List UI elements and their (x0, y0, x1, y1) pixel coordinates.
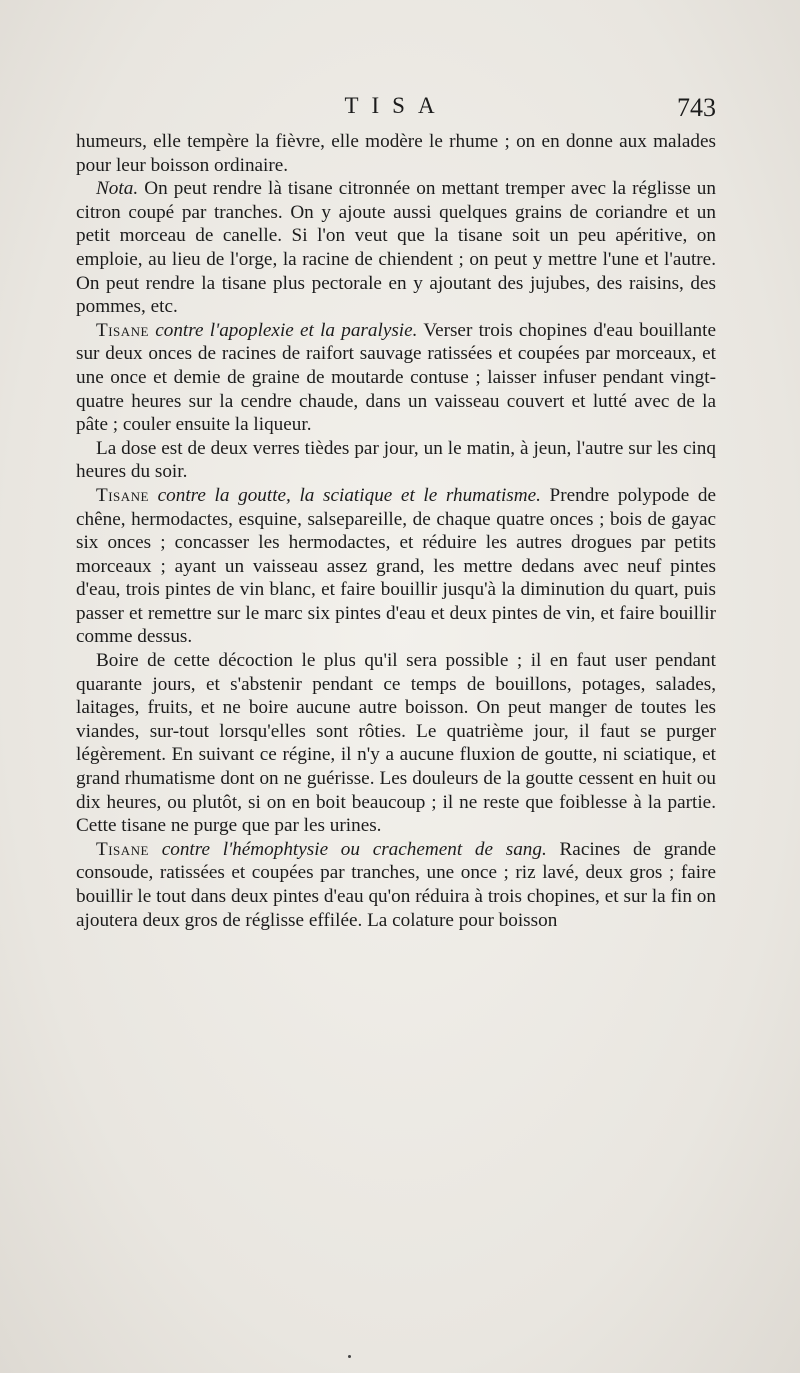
paragraph-text: Prendre polypode de chêne, hermodactes, esquine, salsepareille, de chaque quatre onces ; bois de gayac six onces ; concasser les hermodactes, et réduire les autres drogues par petits morceaux ; ayant un vaisseau assez grand, les mettre dedans avec neuf pintes d'eau, trois pintes de vin blanc, et faire bouillir jusqu'à la diminution du quart, puis passer et remettre sur le marc six pintes d'eau et deux pintes de vin, et faire bouillir comme dessus. (76, 484, 716, 648)
paragraph-goutte (76, 484, 716, 649)
running-head: TISA (344, 93, 448, 118)
entry-head: Tisane (96, 838, 149, 860)
entry-title: contre l'apoplexie et la paralysie. (149, 319, 418, 341)
paragraph-text: On peut rendre là tisane citronnée on mettant tremper avec la réglisse un citron coupé par tranches. On y ajoute aussi quelques grains de coriandre et un petit morceau de canelle. Si l'on veut que la tisane soit un peu apéritive, on emploie, au lieu de l'orge, la racine de chiendent ; on peut y mettre l'une et l'autre. On peut rendre la tisane plus pectorale en y ajoutant des jujubes, des raisins, des pommes, etc. (76, 178, 716, 318)
entry-head: Tisane (96, 319, 149, 341)
entry-head: Tisane (96, 484, 149, 506)
paragraph-apoplexie (76, 319, 716, 437)
paragraph-text: Boire de cette décoction le plus qu'il sera possible ; il en faut user pendant quarante jours, et s'abstenir pendant ce temps de bouillons, potages, salades, laitages, fruits, et ne boire aucune autre boisson. On peut manger de toutes les viandes, sur-tout lorsqu'elles sont rôties. Le quatrième jour, il faut se purger légèrement. En suivant ce régine, il n'y a aucune fluxion de goutte, ni sciatique, et grand rhumatisme dont on ne guérisse. Les douleurs de la goutte cessent en huit ou dix heures, ou plutôt, si on en boit beaucoup ; il ne reste que foiblesse à la partie. Cette tisane ne purge que par les urines. (76, 650, 716, 837)
paragraph-hemophtysie (76, 838, 716, 932)
page-header (76, 93, 716, 127)
paragraph-text: Racines de grande consoude, ratissées et coupées par tranches, une once ; riz lavé, deux gros ; faire bouillir le tout dans deux pintes d'eau qu'on réduira à trois chopines, et sur la fin on ajoutera deux gros de réglisse effilée. La colature pour boisson (76, 838, 716, 931)
page-number: 743 (677, 93, 716, 122)
paragraph-1 (76, 130, 716, 177)
page-body (76, 130, 716, 932)
paragraph-dose (76, 437, 716, 484)
entry-title: contre la goutte, la sciatique et le rhumatisme. (149, 484, 541, 506)
nota-label: Nota. (96, 178, 139, 200)
paragraph-text: La dose est de deux verres tièdes par jour, un le matin, à jeun, l'autre sur les cinq heures du soir. (76, 437, 716, 483)
paragraph-text: Verser trois chopines d'eau bouillante sur deux onces de racines de raifort sauvage ratissées et coupées par morceaux, et une once et demie de graine de moutarde contuse ; laisser infuser pendant vingt-quatre heures sur la cendre chaude, dans un vaisseau couvert et lutté avec de la pâte ; couler ensuite la liqueur. (76, 319, 716, 436)
paragraph-nota (76, 177, 716, 319)
ink-dot (348, 1355, 351, 1358)
paragraph-decoction (76, 649, 716, 838)
paragraph-text: humeurs, elle tempère la fièvre, elle modère le rhume ; on en donne aux malades pour leur boisson ordinaire. (76, 131, 716, 176)
entry-title: contre l'hémophtysie ou crachement de sang. (149, 838, 547, 860)
